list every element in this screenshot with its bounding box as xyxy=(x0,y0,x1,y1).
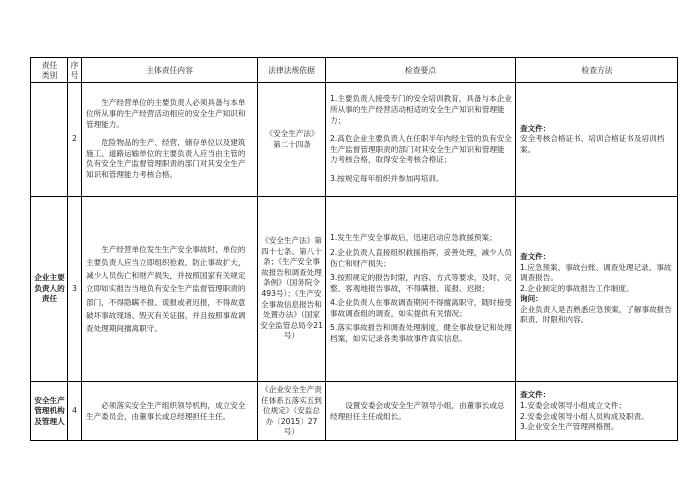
check-point: 2.企业负责人直接组织救援指挥，妥善处理，减少人员伤亡和财产损失； xyxy=(330,247,512,268)
row-content xyxy=(86,382,253,441)
method-item: 1.应急预案、事故台账、调查处理记录、事故调查报告。 xyxy=(520,262,672,283)
row-law xyxy=(260,197,323,381)
header-seq-text: 序号 xyxy=(70,60,79,80)
responsibility-table xyxy=(30,57,678,441)
row-content xyxy=(86,197,253,381)
header-seq xyxy=(68,59,81,82)
method-item: 2.安委会或领导小组人员构成及职责。 xyxy=(520,411,649,421)
row-law xyxy=(260,382,323,441)
check-point: 3.按照规定的报告时限，内容、方式等要求，及时、完整、客观地报告事故，不得瞒报、谎报、迟报； xyxy=(330,273,512,293)
check-point: 1.主要负责人接受专门的安全培训教育，具备与本企业所从事的生产经营活动相适的安全生产知识和管理能力； xyxy=(330,94,512,125)
method-item: 2.企业制定的事故报告工作制度。 xyxy=(520,283,634,293)
check-point: 5.落实事故报告和调查处理制度，健全事故登记和处理档案，如实记录各类事故事件真实信息。 xyxy=(330,323,512,344)
column-divider xyxy=(257,58,258,440)
content-paragraph: 危险物品的生产、经营、储存单位以及建筑施工、道路运输单位的主要负责人应当由主管的负有安全生产监督管理职责的部门对其安全生产知识和管理能力考核合格。 xyxy=(86,138,246,179)
row-category xyxy=(34,197,65,381)
content-paragraph: 生产经营单位发生生产安全事故时，单位的主要负责人应当立即组织抢救，防止事故扩大，减少人员伤亡和财产损失，并按照国家有关规定立即如实报告当地负有安全生产监督管理职责的部门，不得隐瞒不报、谎报或者迟报，不得故意破坏事故现场、毁灭有关证据，并且按照事故调查处理期间擅离职守。 xyxy=(86,244,246,333)
header-method-text: 检查方法 xyxy=(581,65,613,75)
header-category xyxy=(32,59,67,82)
row-seq xyxy=(68,197,81,381)
check-point: 4.企业负责人在事故调查期间不得擅离职守，随时接受事故调查组的调查，如实提供有关情况； xyxy=(330,298,512,318)
row-seq xyxy=(68,382,81,441)
header-method xyxy=(516,59,678,82)
header-content xyxy=(82,59,257,82)
row-method xyxy=(520,83,674,196)
row-seq-text: 2 xyxy=(72,134,77,144)
header-law xyxy=(258,59,325,82)
method-item: 安全考核合格证书、培训合格证书及培训档案。 xyxy=(520,134,665,154)
method-item: 3.企业安全生产管理网格图。 xyxy=(520,422,619,432)
column-divider xyxy=(325,58,326,440)
row-seq-text: 4 xyxy=(72,406,77,416)
ask-item: 企业负责人是否熟悉应急预案，了解事故报告职责、时限和内容。 xyxy=(520,304,672,325)
check-point: 1.发生生产安全事故后，迅速启动应急救援预案； xyxy=(330,233,497,243)
row-method xyxy=(520,382,674,441)
law-text: 《安全生产法》第二十四条 xyxy=(265,128,319,149)
method-item: 1.安委会或领导小组成立文件； xyxy=(520,400,626,410)
header-points-text: 检查要点 xyxy=(404,65,437,75)
header-content-text: 主体责任内容 xyxy=(146,65,193,75)
column-divider xyxy=(81,58,82,440)
law-text: 《企业安全生产责任体系五落实五到位规定》（安监总办〔2015〕27号） xyxy=(261,385,322,437)
content-paragraph: 生产经营单位的主要负责人必须具备与本单位所从事的生产经营活动相应的安全生产知识和管理能力。 xyxy=(86,98,246,129)
check-point: 3.按规定每年组织并参加再培训。 xyxy=(330,173,444,183)
content-paragraph: 必须落实安全生产组织领导机构，成立安全生产委员会，由董事长或总经理担任主任。 xyxy=(86,400,246,421)
header-category-text: 责任类别 xyxy=(41,60,58,80)
check-point: 2.高危企业主要负责人在任职半年内经主管的负有安全生产监督管理职责的部门对其安全生产知识和管理能力考核合格，取得安全考核合格证； xyxy=(330,134,512,165)
check-point: 设置安委会或安全生产领导小组，由董事长或总经理担任主任或组长。 xyxy=(330,400,505,421)
header-law-text: 法律法规依据 xyxy=(268,65,315,75)
category-text: 安全生产管理机构及管理人 xyxy=(34,395,65,426)
row-points xyxy=(330,83,512,196)
category-text: 企业主要负责人的责任 xyxy=(34,273,65,304)
row-category xyxy=(34,382,65,441)
row-seq-text: 3 xyxy=(72,283,77,293)
method-title: 查文件： xyxy=(520,251,551,261)
row-method xyxy=(520,197,674,381)
row-law xyxy=(262,83,322,196)
method-title: 查文件： xyxy=(520,123,551,133)
method-title: 查文件： xyxy=(520,390,551,400)
ask-title: 询问： xyxy=(520,294,543,304)
law-text: 《安全生产法》第四十七条、第八十条；《生产安全事故报告和调查处理条例》（国务院令493号）；《生产安全事故信息报告和处置办法》（国家安全监管总局令21号） xyxy=(260,236,323,341)
column-divider xyxy=(515,58,516,440)
header-points xyxy=(326,59,515,82)
row-seq xyxy=(68,83,81,196)
row-content xyxy=(86,83,253,196)
row-points xyxy=(330,382,512,441)
row-points xyxy=(330,197,512,381)
